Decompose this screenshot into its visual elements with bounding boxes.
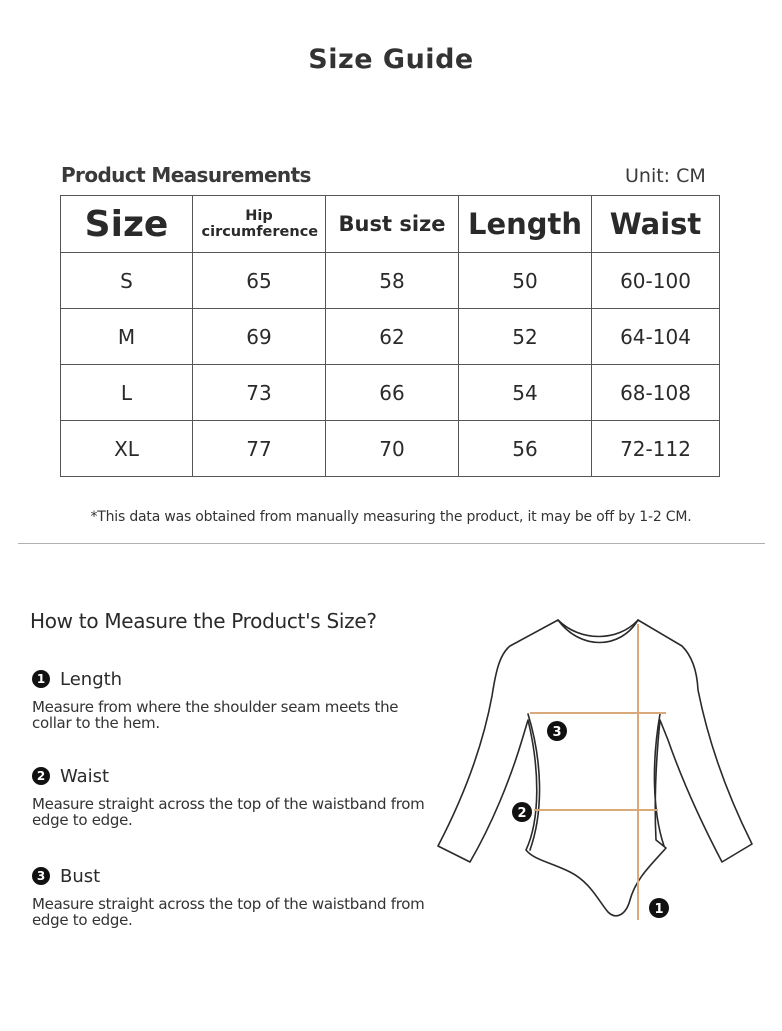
- number-1-icon: 1: [32, 670, 50, 688]
- cell-size: M: [61, 309, 193, 365]
- step-description: Measure from where the shoulder seam meets the collar to the hem.: [32, 698, 399, 732]
- cell-bust: 62: [326, 309, 459, 365]
- cell-length: 54: [459, 365, 592, 421]
- marker-1-icon: [649, 898, 669, 918]
- step-name: Waist: [60, 765, 110, 787]
- cell-waist: 64-104: [592, 309, 720, 365]
- table-row: [61, 309, 720, 365]
- unit-label: Unit: CM: [625, 165, 706, 187]
- cell-bust: 66: [326, 365, 459, 421]
- header-hip: [193, 196, 326, 253]
- cell-hip: 65: [193, 253, 326, 309]
- table-row: [61, 365, 720, 421]
- how-to-title: How to Measure the Product's Size?: [30, 609, 377, 633]
- marker-1-label: 1: [654, 902, 664, 917]
- number-3-icon: 3: [32, 867, 50, 885]
- cell-length: 56: [459, 421, 592, 477]
- measurement-note: *This data was obtained from manually measuring the product, it may be off by 1-2 CM.: [90, 509, 692, 525]
- step-description: Measure straight across the top of the waistband from edge to edge.: [32, 895, 425, 929]
- cell-length: 52: [459, 309, 592, 365]
- cell-size: L: [61, 365, 193, 421]
- marker-3-icon: [547, 721, 567, 741]
- cell-hip: 69: [193, 309, 326, 365]
- header-size: Size: [61, 196, 193, 253]
- cell-size: XL: [61, 421, 193, 477]
- cell-waist: 68-108: [592, 365, 720, 421]
- table-header-row: [61, 196, 720, 253]
- table-row: [61, 253, 720, 309]
- step-description: Measure straight across the top of the waistband from edge to edge.: [32, 795, 425, 829]
- step-name: Bust: [60, 865, 101, 887]
- marker-2-label: 2: [517, 806, 527, 821]
- cell-bust: 58: [326, 253, 459, 309]
- cell-hip: 73: [193, 365, 326, 421]
- cell-waist: 72-112: [592, 421, 720, 477]
- header-bust: Bust size: [326, 196, 459, 253]
- page-title: Size Guide: [308, 44, 474, 75]
- cell-length: 50: [459, 253, 592, 309]
- header-waist: Waist: [592, 196, 720, 253]
- step-bust: [32, 865, 432, 928]
- bodysuit-diagram: [430, 610, 770, 935]
- cell-size: S: [61, 253, 193, 309]
- table-row: [61, 421, 720, 477]
- cell-bust: 70: [326, 421, 459, 477]
- bodysuit-outline-icon: [430, 610, 770, 930]
- header-hip-label: Hip circumference: [201, 208, 319, 240]
- marker-2-icon: [512, 802, 532, 822]
- marker-3-label: 3: [552, 725, 562, 740]
- step-name: Length: [60, 668, 123, 690]
- measurements-title: Product Measurements: [61, 163, 311, 187]
- step-length: [32, 668, 432, 731]
- step-waist: [32, 765, 432, 828]
- cell-hip: 77: [193, 421, 326, 477]
- size-table: [60, 195, 720, 477]
- header-length: Length: [459, 196, 592, 253]
- number-2-icon: 2: [32, 767, 50, 785]
- section-divider: [18, 543, 765, 544]
- cell-waist: 60-100: [592, 253, 720, 309]
